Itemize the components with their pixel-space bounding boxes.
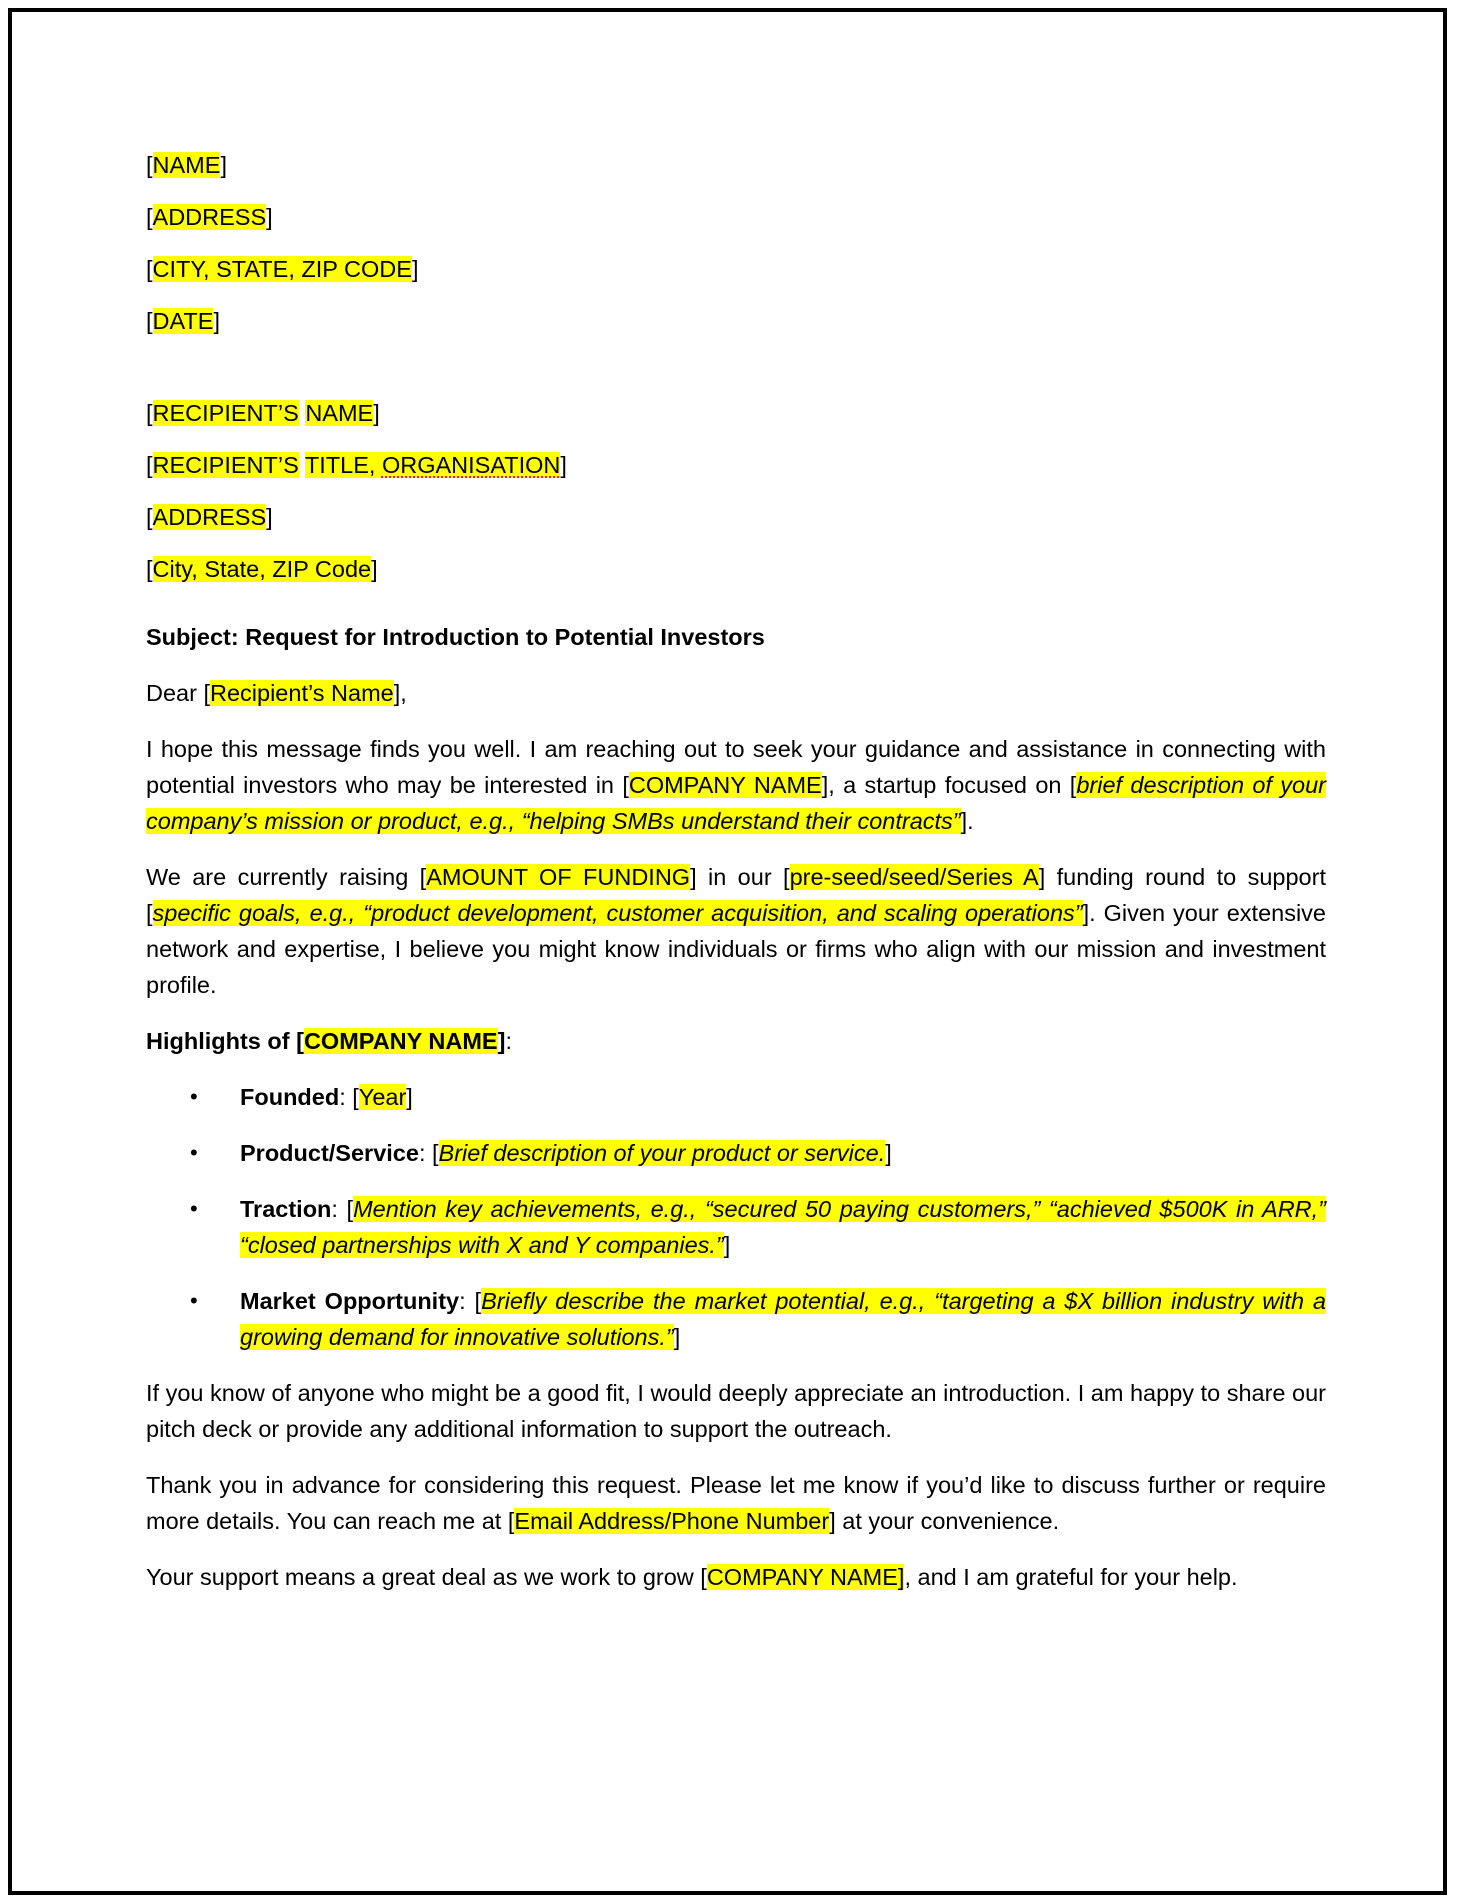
sender-name-line: [NAME] <box>146 152 227 178</box>
highlights-list <box>146 1079 1326 1355</box>
spellcheck-word-organisation[interactable]: ORGANISATION <box>381 452 561 478</box>
highlight-end: ] <box>673 1324 681 1350</box>
highlight-founded-value[interactable]: Year <box>358 1084 407 1110</box>
recipient-title-text: TITLE, <box>304 452 382 478</box>
recipient-name-a[interactable]: RECIPIENT’S <box>152 400 299 426</box>
funding-amount[interactable]: AMOUNT OF FUNDING <box>426 864 691 890</box>
highlight-end: ] <box>406 1084 413 1110</box>
sender-address[interactable]: ADDRESS <box>152 204 267 230</box>
intro-company-description[interactable]: brief description of your company’s mission or product, e.g., “helping SMBs understand their contracts” <box>146 772 1326 834</box>
highlight-label: Market Opportunity <box>240 1288 460 1314</box>
list-item-product <box>146 1135 1326 1171</box>
closing-company-name[interactable]: COMPANY NAME] <box>706 1564 905 1590</box>
recipient-title-b[interactable] <box>305 452 561 478</box>
sender-date[interactable]: DATE <box>152 308 214 334</box>
closing-text-1: Your support means a great deal as we work to grow [ <box>146 1564 707 1590</box>
funding-paragraph <box>146 859 1326 1003</box>
highlight-label: Founded <box>240 1084 340 1110</box>
highlights-prefix: Highlights of [ <box>146 1028 304 1054</box>
funding-goals[interactable]: specific goals, e.g., “product development, customer acquisition, and scaling operations” <box>152 900 1083 926</box>
highlight-end: ] <box>885 1140 892 1166</box>
thank-you-text-1: Thank you in advance for considering this request. Please let me know if you’d like to discuss further or require more details. You can reach me at [ <box>146 1472 1326 1534</box>
list-item-founded <box>146 1079 1326 1115</box>
intro-text-3: ]. <box>960 808 974 834</box>
spacer <box>146 355 1326 395</box>
sender-address-line: [ADDRESS] <box>146 204 273 230</box>
highlight-traction-value[interactable]: Mention key achievements, e.g., “secured 50 paying customers,” “achieved $500K in ARR,” “closed partnerships with X and Y companies.” <box>240 1196 1326 1258</box>
bullet: • <box>190 1196 198 1221</box>
recipient-address[interactable]: ADDRESS <box>152 504 267 530</box>
recipient-title-a[interactable]: RECIPIENT’S <box>152 452 299 478</box>
salutation <box>146 675 1326 711</box>
sender-city-state-zip[interactable]: CITY, STATE, ZIP CODE <box>152 256 412 282</box>
recipient-city-line: [City, State, ZIP Code] <box>146 556 378 582</box>
bullet: • <box>190 1140 198 1165</box>
funding-round[interactable]: pre-seed/seed/Series A <box>789 864 1039 890</box>
highlight-market-value[interactable]: Briefly describe the market potential, e.g., “targeting a $X billion industry with a growing demand for innovative solutions.” <box>240 1288 1327 1350</box>
funding-text-4: ]. Given your extensive network and expertise, I believe you might know individuals or firms who align with our mission and investment profile. <box>146 900 1326 998</box>
recipient-title-line: [RECIPIENT’S TITLE, ORGANISATION] <box>146 452 567 478</box>
document-page <box>8 8 1447 1895</box>
intro-text-1: I hope this message finds you well. I am reaching out to seek your guidance and assistance in connecting with potential investors who may be interested in [ <box>146 736 1326 798</box>
closing-text-2: , and I am grateful for your help. <box>904 1564 1238 1590</box>
highlights-colon: : <box>505 1028 512 1054</box>
highlight-end: ] <box>723 1232 731 1258</box>
intro-text-2: ], a startup focused on [ <box>821 772 1077 798</box>
closing-paragraph <box>146 1559 1326 1595</box>
salutation-name[interactable]: Recipient’s Name <box>210 680 394 706</box>
contact-details[interactable]: Email Address/Phone Number <box>514 1508 830 1534</box>
thank-you-text-2: ] at your convenience. <box>829 1508 1060 1534</box>
recipient-name-b[interactable]: NAME <box>305 400 374 426</box>
highlight-label: Traction <box>240 1196 332 1222</box>
list-item-market <box>146 1283 1326 1355</box>
highlight-sep: : [ <box>418 1140 439 1166</box>
highlights-bracket: ] <box>497 1028 506 1054</box>
funding-text-2: ] in our [ <box>690 864 790 890</box>
sender-name[interactable]: NAME <box>152 152 221 178</box>
highlight-sep: : [ <box>339 1084 359 1110</box>
recipient-name-line: [RECIPIENT’S NAME] <box>146 400 380 426</box>
recipient-address-line: [ADDRESS] <box>146 504 273 530</box>
subject-line: Subject: Request for Introduction to Potential Investors <box>146 624 765 650</box>
highlight-product-value[interactable]: Brief description of your product or service. <box>438 1140 886 1166</box>
introduction-request-paragraph: If you know of anyone who might be a good fit, I would deeply appreciate an introduction. I am happy to share our pitch deck or provide any additional information to support the outreach. <box>146 1380 1326 1442</box>
funding-text-1: We are currently raising [ <box>146 864 427 890</box>
bullet: • <box>190 1084 198 1109</box>
intro-company-name[interactable]: COMPANY NAME <box>628 772 822 798</box>
highlights-company-name[interactable]: COMPANY NAME <box>303 1028 498 1054</box>
salutation-suffix: ], <box>393 680 407 706</box>
recipient-block <box>146 395 1326 587</box>
funding-text-3: ] funding round to support [ <box>146 864 1326 926</box>
bullet: • <box>190 1288 198 1313</box>
sender-block <box>146 147 1326 339</box>
intro-paragraph <box>146 731 1326 839</box>
highlights-heading <box>146 1023 1326 1059</box>
sender-date-line: [DATE] <box>146 308 220 334</box>
thank-you-paragraph <box>146 1467 1326 1539</box>
recipient-city-state-zip[interactable]: City, State, ZIP Code <box>152 556 372 582</box>
list-item-traction <box>146 1191 1326 1263</box>
letter-body <box>146 147 1326 1615</box>
highlight-label: Product/Service <box>240 1140 419 1166</box>
highlight-sep: : [ <box>331 1196 354 1222</box>
highlight-sep: : [ <box>459 1288 482 1314</box>
sender-city-line: [CITY, STATE, ZIP CODE] <box>146 256 419 282</box>
salutation-prefix: Dear [ <box>146 680 210 706</box>
